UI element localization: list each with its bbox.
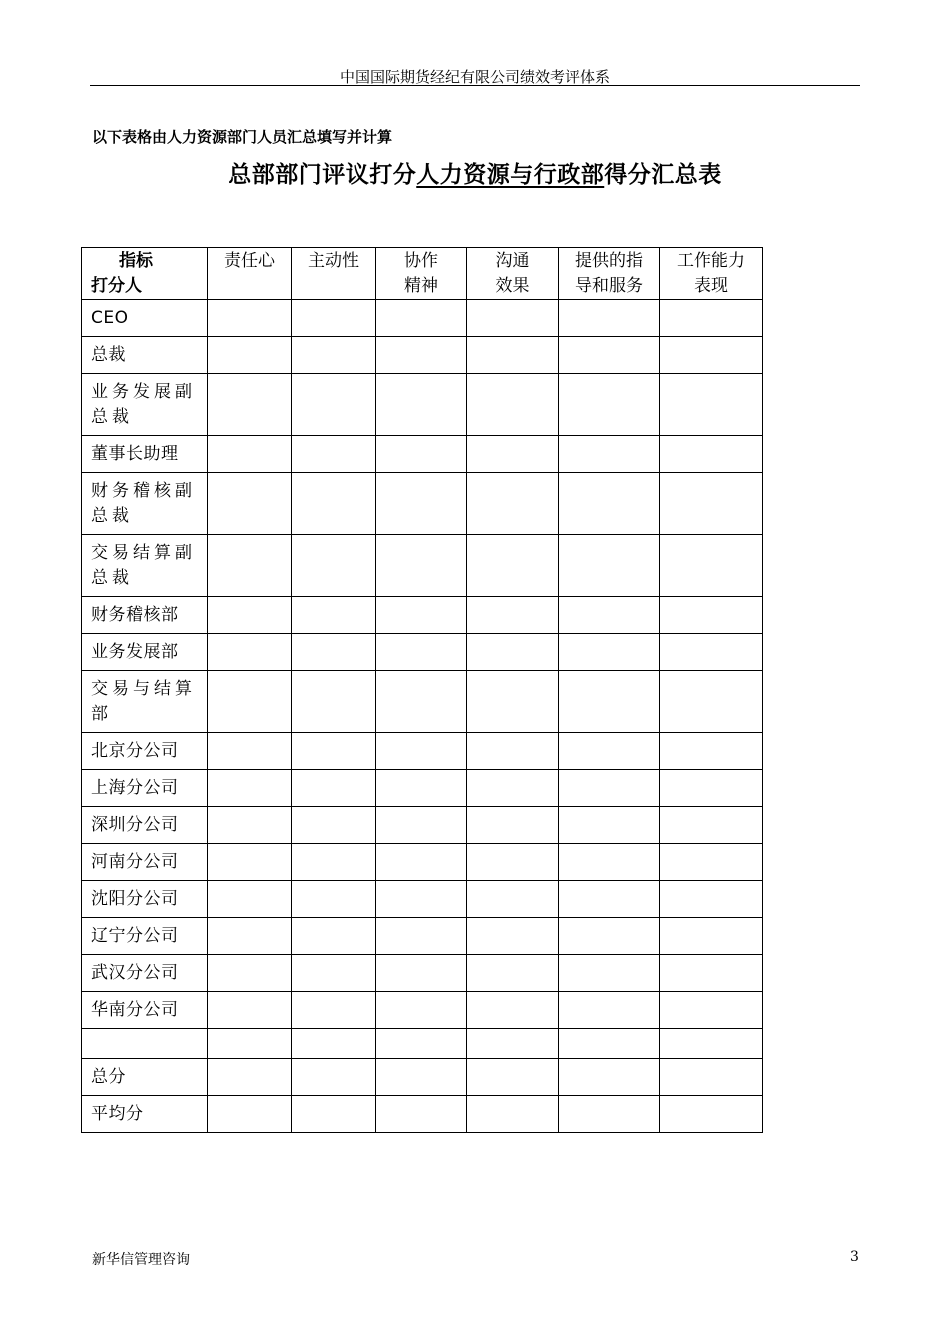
score-cell[interactable] bbox=[660, 671, 763, 733]
table-row bbox=[82, 337, 763, 374]
score-cell[interactable] bbox=[376, 844, 467, 881]
score-cell[interactable] bbox=[559, 918, 660, 955]
score-cell[interactable] bbox=[559, 992, 660, 1029]
score-cell[interactable] bbox=[559, 733, 660, 770]
table-row bbox=[82, 881, 763, 918]
score-cell[interactable] bbox=[376, 671, 467, 733]
table-row bbox=[82, 535, 763, 597]
score-cell[interactable] bbox=[660, 992, 763, 1029]
score-cell[interactable] bbox=[376, 634, 467, 671]
score-cell[interactable] bbox=[467, 634, 559, 671]
score-cell[interactable] bbox=[467, 770, 559, 807]
rater-name: 业务发展副总裁 bbox=[82, 374, 208, 436]
score-cell[interactable] bbox=[292, 992, 376, 1029]
score-cell[interactable] bbox=[559, 634, 660, 671]
score-cell[interactable] bbox=[208, 337, 292, 374]
rater-name: 华南分公司 bbox=[82, 992, 208, 1029]
score-cell[interactable] bbox=[467, 733, 559, 770]
total-cell[interactable] bbox=[292, 1059, 376, 1096]
rater-name bbox=[82, 1029, 208, 1059]
total-cell[interactable] bbox=[467, 1059, 559, 1096]
score-cell[interactable] bbox=[467, 473, 559, 535]
score-cell[interactable] bbox=[660, 436, 763, 473]
score-cell[interactable] bbox=[292, 597, 376, 634]
score-cell[interactable] bbox=[660, 770, 763, 807]
rater-name: 武汉分公司 bbox=[82, 955, 208, 992]
rater-name: 辽宁分公司 bbox=[82, 918, 208, 955]
score-cell[interactable] bbox=[376, 436, 467, 473]
score-cell[interactable] bbox=[559, 436, 660, 473]
table-row bbox=[82, 733, 763, 770]
score-cell[interactable] bbox=[660, 634, 763, 671]
score-cell[interactable] bbox=[292, 807, 376, 844]
rater-name: 交易结算副总裁 bbox=[82, 535, 208, 597]
score-cell[interactable] bbox=[559, 374, 660, 436]
score-cell[interactable] bbox=[292, 733, 376, 770]
table-row bbox=[82, 436, 763, 473]
rater-name: 交易与结算部 bbox=[82, 671, 208, 733]
rater-name: CEO bbox=[82, 300, 208, 337]
score-cell[interactable] bbox=[376, 337, 467, 374]
average-cell[interactable] bbox=[376, 1096, 467, 1133]
score-cell[interactable] bbox=[376, 733, 467, 770]
table-row bbox=[82, 300, 763, 337]
score-cell[interactable] bbox=[559, 535, 660, 597]
score-cell[interactable] bbox=[467, 955, 559, 992]
average-cell[interactable] bbox=[660, 1096, 763, 1133]
table-row bbox=[82, 634, 763, 671]
score-cell[interactable] bbox=[559, 807, 660, 844]
total-cell[interactable] bbox=[376, 1059, 467, 1096]
score-cell[interactable] bbox=[467, 881, 559, 918]
score-cell[interactable] bbox=[660, 473, 763, 535]
score-cell[interactable] bbox=[660, 535, 763, 597]
score-cell[interactable] bbox=[292, 844, 376, 881]
table-row bbox=[82, 844, 763, 881]
score-cell[interactable] bbox=[376, 597, 467, 634]
average-row bbox=[82, 1096, 763, 1133]
score-cell[interactable] bbox=[376, 300, 467, 337]
score-cell[interactable] bbox=[292, 955, 376, 992]
score-cell[interactable] bbox=[292, 1029, 376, 1059]
score-cell[interactable] bbox=[376, 473, 467, 535]
title-part-2: 得分汇总表 bbox=[604, 162, 722, 188]
title-department: 人力资源与行政部 bbox=[416, 162, 605, 188]
table-row bbox=[82, 597, 763, 634]
score-cell[interactable] bbox=[208, 374, 292, 436]
average-cell[interactable] bbox=[467, 1096, 559, 1133]
average-cell[interactable] bbox=[559, 1096, 660, 1133]
score-cell[interactable] bbox=[208, 807, 292, 844]
score-cell[interactable] bbox=[208, 634, 292, 671]
total-cell[interactable] bbox=[559, 1059, 660, 1096]
rater-name: 上海分公司 bbox=[82, 770, 208, 807]
table-row bbox=[82, 671, 763, 733]
score-cell[interactable] bbox=[467, 597, 559, 634]
score-cell[interactable] bbox=[208, 955, 292, 992]
score-cell[interactable] bbox=[208, 436, 292, 473]
rater-name: 沈阳分公司 bbox=[82, 881, 208, 918]
score-cell[interactable] bbox=[559, 955, 660, 992]
score-cell[interactable] bbox=[208, 671, 292, 733]
corner-header bbox=[82, 248, 208, 300]
average-cell[interactable] bbox=[292, 1096, 376, 1133]
table-row bbox=[82, 992, 763, 1029]
score-cell[interactable] bbox=[467, 918, 559, 955]
score-cell[interactable] bbox=[208, 881, 292, 918]
table-row bbox=[82, 918, 763, 955]
header-row bbox=[82, 248, 763, 300]
score-cell[interactable] bbox=[467, 337, 559, 374]
score-cell[interactable] bbox=[559, 597, 660, 634]
rater-name: 河南分公司 bbox=[82, 844, 208, 881]
table-row bbox=[82, 770, 763, 807]
column-header: 责任心 bbox=[208, 248, 292, 300]
score-cell[interactable] bbox=[292, 671, 376, 733]
table-row bbox=[82, 807, 763, 844]
average-cell[interactable] bbox=[208, 1096, 292, 1133]
score-cell[interactable] bbox=[467, 535, 559, 597]
score-cell[interactable] bbox=[208, 992, 292, 1029]
rater-name: 总裁 bbox=[82, 337, 208, 374]
table-row-empty bbox=[82, 1029, 763, 1059]
column-header: 协作 精神 bbox=[376, 248, 467, 300]
page-header: 中国国际期货经纪有限公司绩效考评体系 bbox=[339, 68, 610, 86]
score-cell[interactable] bbox=[660, 733, 763, 770]
score-cell[interactable] bbox=[208, 1029, 292, 1059]
score-cell[interactable] bbox=[376, 955, 467, 992]
score-summary-table bbox=[81, 247, 763, 1133]
score-cell[interactable] bbox=[660, 955, 763, 992]
rater-name: 深圳分公司 bbox=[82, 807, 208, 844]
score-cell[interactable] bbox=[467, 300, 559, 337]
score-cell[interactable] bbox=[467, 807, 559, 844]
score-cell[interactable] bbox=[376, 918, 467, 955]
score-cell[interactable] bbox=[660, 844, 763, 881]
score-cell[interactable] bbox=[559, 337, 660, 374]
column-header: 沟通 效果 bbox=[467, 248, 559, 300]
score-cell[interactable] bbox=[376, 1029, 467, 1059]
score-cell[interactable] bbox=[292, 436, 376, 473]
score-cell[interactable] bbox=[660, 597, 763, 634]
score-cell[interactable] bbox=[467, 436, 559, 473]
score-cell[interactable] bbox=[467, 1029, 559, 1059]
table-row bbox=[82, 374, 763, 436]
page-number: 3 bbox=[850, 1249, 859, 1265]
score-cell[interactable] bbox=[208, 733, 292, 770]
score-cell[interactable] bbox=[292, 634, 376, 671]
score-cell[interactable] bbox=[660, 337, 763, 374]
score-cell[interactable] bbox=[292, 881, 376, 918]
table-row bbox=[82, 955, 763, 992]
score-cell[interactable] bbox=[292, 918, 376, 955]
title-part-1: 总部部门评议打分 bbox=[228, 162, 417, 188]
instruction-text: 以下表格由人力资源部门人员汇总填写并计算 bbox=[92, 128, 393, 146]
footer-company: 新华信管理咨询 bbox=[92, 1252, 190, 1268]
score-cell[interactable] bbox=[376, 770, 467, 807]
average-label: 平均分 bbox=[82, 1096, 208, 1133]
total-cell[interactable] bbox=[660, 1059, 763, 1096]
document-title bbox=[90, 156, 860, 189]
score-cell[interactable] bbox=[467, 374, 559, 436]
score-cell[interactable] bbox=[660, 918, 763, 955]
header-rule bbox=[90, 85, 860, 86]
score-cell[interactable] bbox=[292, 473, 376, 535]
score-cell[interactable] bbox=[376, 535, 467, 597]
score-cell[interactable] bbox=[559, 671, 660, 733]
score-cell[interactable] bbox=[208, 918, 292, 955]
score-cell[interactable] bbox=[376, 374, 467, 436]
column-header: 主动性 bbox=[292, 248, 376, 300]
table-row bbox=[82, 473, 763, 535]
rater-name: 财务稽核副总裁 bbox=[82, 473, 208, 535]
score-cell[interactable] bbox=[208, 473, 292, 535]
score-cell[interactable] bbox=[376, 992, 467, 1029]
rater-name: 业务发展部 bbox=[82, 634, 208, 671]
score-cell[interactable] bbox=[559, 300, 660, 337]
score-cell[interactable] bbox=[660, 300, 763, 337]
score-cell[interactable] bbox=[559, 881, 660, 918]
score-cell[interactable] bbox=[467, 671, 559, 733]
score-cell[interactable] bbox=[208, 597, 292, 634]
score-cell[interactable] bbox=[208, 300, 292, 337]
score-cell[interactable] bbox=[660, 1029, 763, 1059]
score-cell[interactable] bbox=[467, 844, 559, 881]
score-cell[interactable] bbox=[559, 770, 660, 807]
total-label: 总分 bbox=[82, 1059, 208, 1096]
score-cell[interactable] bbox=[292, 770, 376, 807]
score-cell[interactable] bbox=[208, 844, 292, 881]
total-cell[interactable] bbox=[208, 1059, 292, 1096]
rater-name: 董事长助理 bbox=[82, 436, 208, 473]
score-cell[interactable] bbox=[559, 1029, 660, 1059]
score-cell[interactable] bbox=[376, 881, 467, 918]
score-cell[interactable] bbox=[292, 535, 376, 597]
score-cell[interactable] bbox=[292, 300, 376, 337]
score-cell[interactable] bbox=[660, 374, 763, 436]
score-cell[interactable] bbox=[467, 992, 559, 1029]
score-cell[interactable] bbox=[208, 535, 292, 597]
rater-name: 财务稽核部 bbox=[82, 597, 208, 634]
score-cell[interactable] bbox=[559, 844, 660, 881]
rater-name: 北京分公司 bbox=[82, 733, 208, 770]
score-cell[interactable] bbox=[376, 807, 467, 844]
column-header: 工作能力 表现 bbox=[660, 248, 763, 300]
score-cell[interactable] bbox=[292, 337, 376, 374]
corner-rater-label: 打分人 bbox=[91, 276, 142, 296]
score-cell[interactable] bbox=[660, 807, 763, 844]
score-cell[interactable] bbox=[208, 770, 292, 807]
corner-indicator-label: 指标 bbox=[119, 251, 153, 271]
score-cell[interactable] bbox=[559, 473, 660, 535]
total-row bbox=[82, 1059, 763, 1096]
column-header: 提供的指 导和服务 bbox=[559, 248, 660, 300]
score-cell[interactable] bbox=[660, 881, 763, 918]
score-cell[interactable] bbox=[292, 374, 376, 436]
